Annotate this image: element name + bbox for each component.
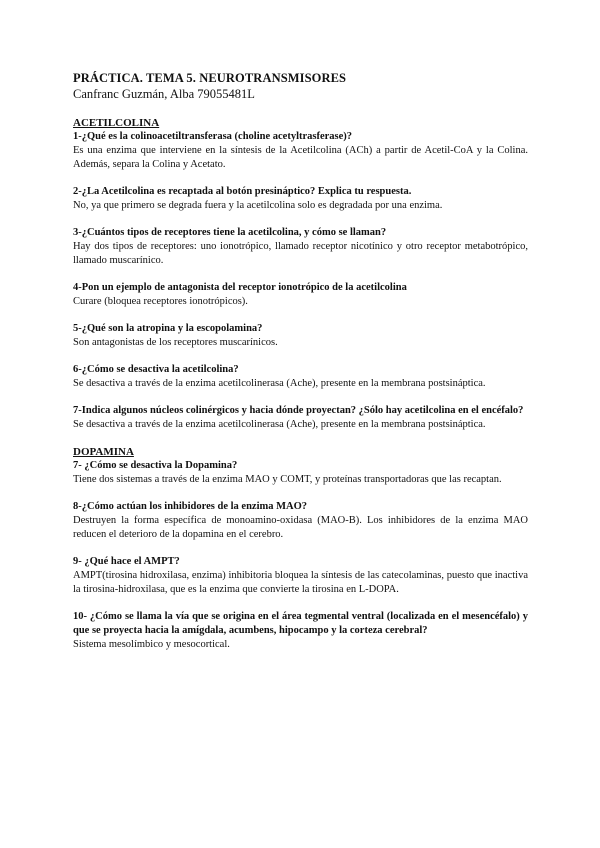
qa-item — [73, 363, 528, 391]
question-text: 10- ¿Cómo se llama la vía que se origina en el área tegmental ventral (localizada en el mesencéfalo) y que se proyecta hacia la amígdala, acumbens, hipocampo y la corteza cerebral? — [73, 611, 528, 636]
question-text: 5-¿Qué son la atropina y la escopolamina? — [73, 323, 263, 334]
section-heading-dopamina: DOPAMINA — [73, 446, 134, 458]
question-text: 8-¿Cómo actúan los inhibidores de la enzima MAO? — [73, 501, 308, 512]
qa-item — [73, 500, 528, 542]
question-text: 2-¿La Acetilcolina es recaptada al botón presináptico? Explica tu respuesta. — [73, 186, 412, 197]
answer-text: Curare (bloquea receptores ionotrópicos). — [73, 296, 248, 307]
section-heading-acetilcolina: ACETILCOLINA — [73, 117, 160, 129]
answer-text: Se desactiva a través de la enzima acetilcolinerasa (Ache), presente en la membrana postsináptica. — [73, 378, 486, 389]
qa-item — [73, 610, 528, 652]
question-text: 7-Indica algunos núcleos colinérgicos y hacia dónde proyectan? ¿Sólo hay acetilcolina en el encéfalo? — [73, 405, 524, 416]
qa-item — [73, 322, 528, 350]
answer-text: Es una enzima que interviene en la síntesis de la Acetilcolina (ACh) a partir de Acetil-CoA y la Colina. Además, separa la Colina y Acetato. — [73, 145, 528, 170]
answer-text: Se desactiva a través de la enzima acetilcolinerasa (Ache), presente en la membrana postsináptica. — [73, 419, 486, 430]
qa-item — [73, 404, 528, 432]
document-title: PRÁCTICA. TEMA 5. NEUROTRANSMISORES — [73, 71, 347, 85]
qa-item — [73, 281, 528, 309]
answer-text: Sistema mesolímbico y mesocortical. — [73, 639, 230, 650]
qa-item — [73, 185, 528, 213]
answer-text: Tiene dos sistemas a través de la enzima MAO y COMT, y proteínas transportadoras que las recaptan. — [73, 474, 502, 485]
author-line: Canfranc Guzmán, Alba 79055481L — [73, 87, 255, 101]
question-text: 7- ¿Cómo se desactiva la Dopamina? — [73, 460, 238, 471]
question-text: 6-¿Cómo se desactiva la acetilcolina? — [73, 364, 239, 375]
qa-item — [73, 130, 528, 172]
answer-text: No, ya que primero se degrada fuera y la acetilcolina solo es degradada por una enzima. — [73, 200, 443, 211]
document-content — [73, 70, 528, 665]
question-text: 3-¿Cuántos tipos de receptores tiene la acetilcolina, y cómo se llaman? — [73, 227, 387, 238]
qa-item — [73, 459, 528, 487]
answer-text: Destruyen la forma específica de monoamino-oxidasa (MAO-B). Los inhibidores de la enzima MAO reducen el deterioro de la dopamina en el cerebro. — [73, 515, 528, 540]
question-text: 1-¿Qué es la colinoacetiltransferasa (choline acetyltrasferase)? — [73, 131, 353, 142]
qa-item — [73, 226, 528, 268]
question-text: 9- ¿Qué hace el AMPT? — [73, 556, 180, 567]
question-text: 4-Pon un ejemplo de antagonista del receptor ionotrópico de la acetilcolina — [73, 282, 407, 293]
answer-text: Hay dos tipos de receptores: uno ionotrópico, llamado receptor nicotínico y otro receptor metabotrópico, llamado muscarínico. — [73, 241, 528, 266]
answer-text: Son antagonistas de los receptores muscarínicos. — [73, 337, 278, 348]
answer-text: AMPT(tirosina hidroxilasa, enzima) inhibitoria bloquea la síntesis de las catecolaminas, puesto que inactiva la tirosina-hidroxilasa, que es la enzima que convierte la tirosina en L-DOPA. — [73, 570, 528, 595]
qa-item — [73, 555, 528, 597]
